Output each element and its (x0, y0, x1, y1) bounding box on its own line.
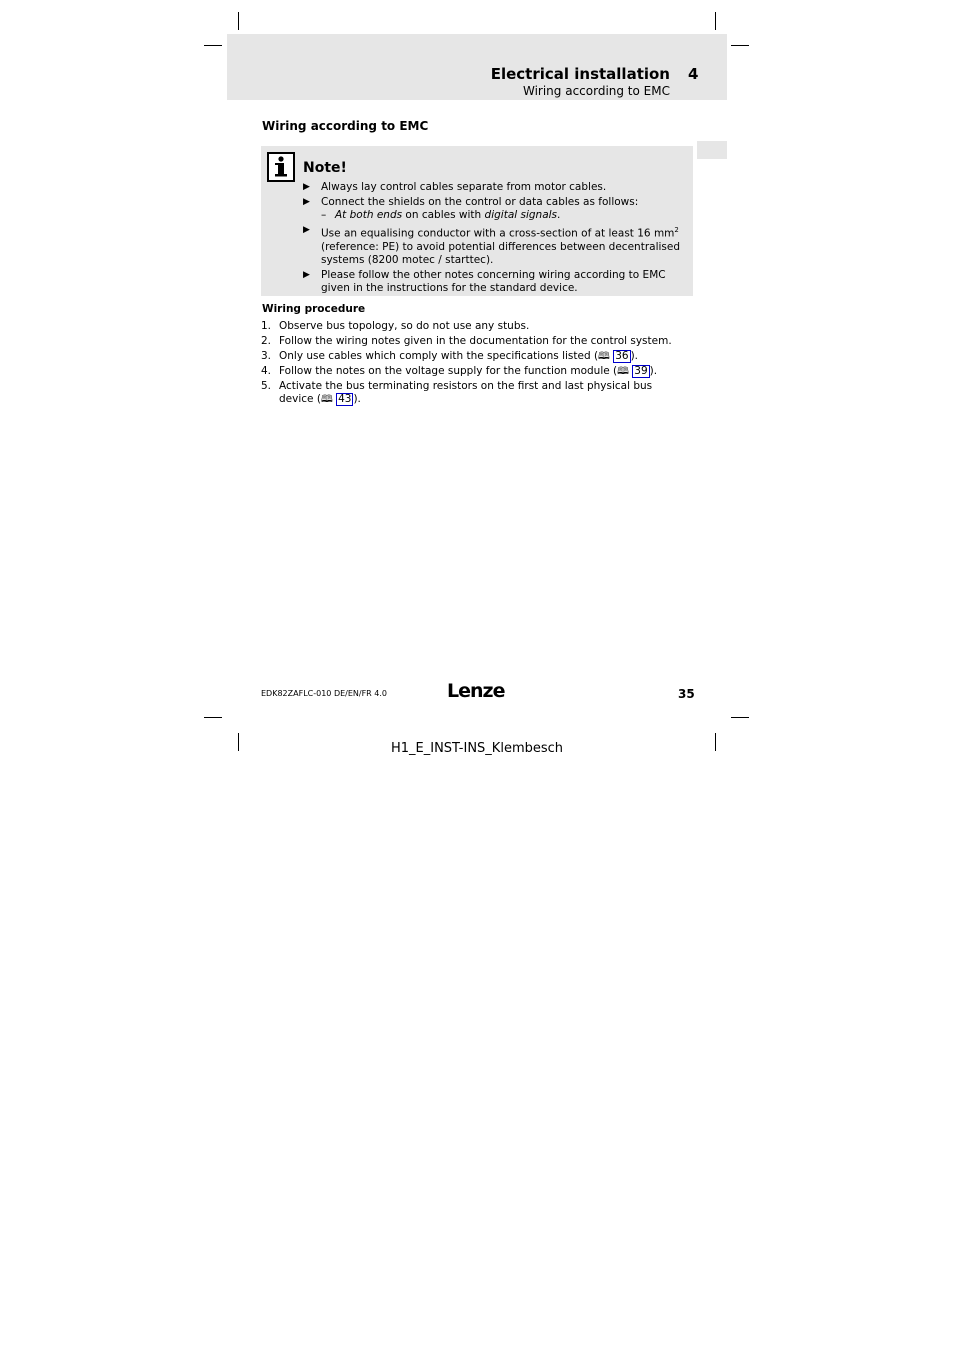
list-item (303, 196, 683, 222)
note-title: Note! (303, 160, 347, 176)
note-text: Connect the shields on the control or data cables as follows: (321, 196, 639, 208)
lenze-logo: Lenze (447, 680, 505, 702)
note-text: Always lay control cables separate from motor cables. (321, 181, 607, 193)
list-item (261, 350, 681, 363)
list-item (303, 269, 683, 295)
step-text: Follow the wiring notes given in the documentation for the control system. (279, 335, 672, 347)
chapter-title: Electrical installation (490, 65, 670, 83)
note-text: Use an equalising conductor with a cross-section of at least 16 mm (321, 227, 675, 240)
page-number: 35 (678, 687, 695, 701)
bullet-arrow-icon: ▶ (303, 197, 310, 207)
step-number: 3. (261, 350, 272, 362)
crop-mark (238, 12, 239, 30)
book-icon: 🕮 (617, 366, 629, 377)
page-reference-link[interactable]: 43 (338, 393, 352, 405)
step-number: 4. (261, 365, 272, 377)
chapter-number: 4 (688, 65, 699, 83)
bullet-arrow-icon: ▶ (303, 182, 310, 192)
note-text: Please follow the other notes concerning wiring according to EMC given in the instructions for the standard device. (321, 268, 666, 294)
page-reference-link[interactable]: 39 (634, 365, 648, 377)
step-text-end: ). (353, 393, 361, 405)
step-text-end: ). (630, 350, 638, 362)
crop-mark (731, 717, 749, 718)
sub-text: on cables with (402, 209, 485, 221)
list-item (261, 380, 681, 406)
sub-text: . (557, 209, 561, 221)
crop-mark (715, 12, 716, 30)
note-list (303, 181, 683, 297)
crop-mark (204, 717, 222, 718)
list-item (303, 224, 683, 267)
list-item (261, 335, 681, 348)
book-icon: 🕮 (320, 394, 333, 405)
crop-mark (204, 45, 222, 46)
list-item (303, 181, 683, 194)
step-text: Observe bus topology, so do not use any stubs. (279, 320, 530, 332)
note-text: (reference: PE) to avoid potential differences between decentralised systems (8200 motec / starttec). (321, 240, 680, 266)
crop-mark (731, 45, 749, 46)
step-number: 1. (261, 320, 272, 332)
list-item (261, 320, 681, 333)
info-icon (267, 152, 295, 182)
step-text: Follow the notes on the voltage supply for the function module ( (279, 365, 618, 377)
document-id: EDK82ZAFLC-010 DE/EN/FR 4.0 (261, 689, 388, 698)
superscript: 2 (674, 226, 679, 234)
section-title: Wiring according to EMC (262, 119, 429, 133)
bullet-arrow-icon: ▶ (303, 225, 310, 235)
sub-text-italic: digital signals (484, 209, 558, 221)
bullet-arrow-icon: ▶ (303, 269, 310, 280)
chapter-tab (697, 141, 727, 159)
wiring-procedure-title: Wiring procedure (262, 303, 366, 315)
file-label: H1_E_INST-INS_Klembesch (390, 741, 564, 756)
page-reference-link[interactable]: 36 (615, 350, 629, 362)
dash-icon: – (321, 209, 327, 221)
step-number: 5. (261, 380, 272, 392)
step-number: 2. (261, 335, 272, 347)
sub-text-italic: At both ends (335, 209, 403, 221)
list-item (261, 365, 681, 378)
sub-list-item (321, 209, 683, 222)
step-list (261, 320, 681, 408)
step-text-end: ). (649, 365, 658, 377)
book-icon: 🕮 (598, 351, 610, 362)
step-text: Only use cables which comply with the specifications listed ( (279, 350, 599, 362)
chapter-subtitle: Wiring according to EMC (522, 84, 670, 98)
step-text: Activate the bus terminating resistors on the first and last physical bus device ( (279, 380, 653, 405)
